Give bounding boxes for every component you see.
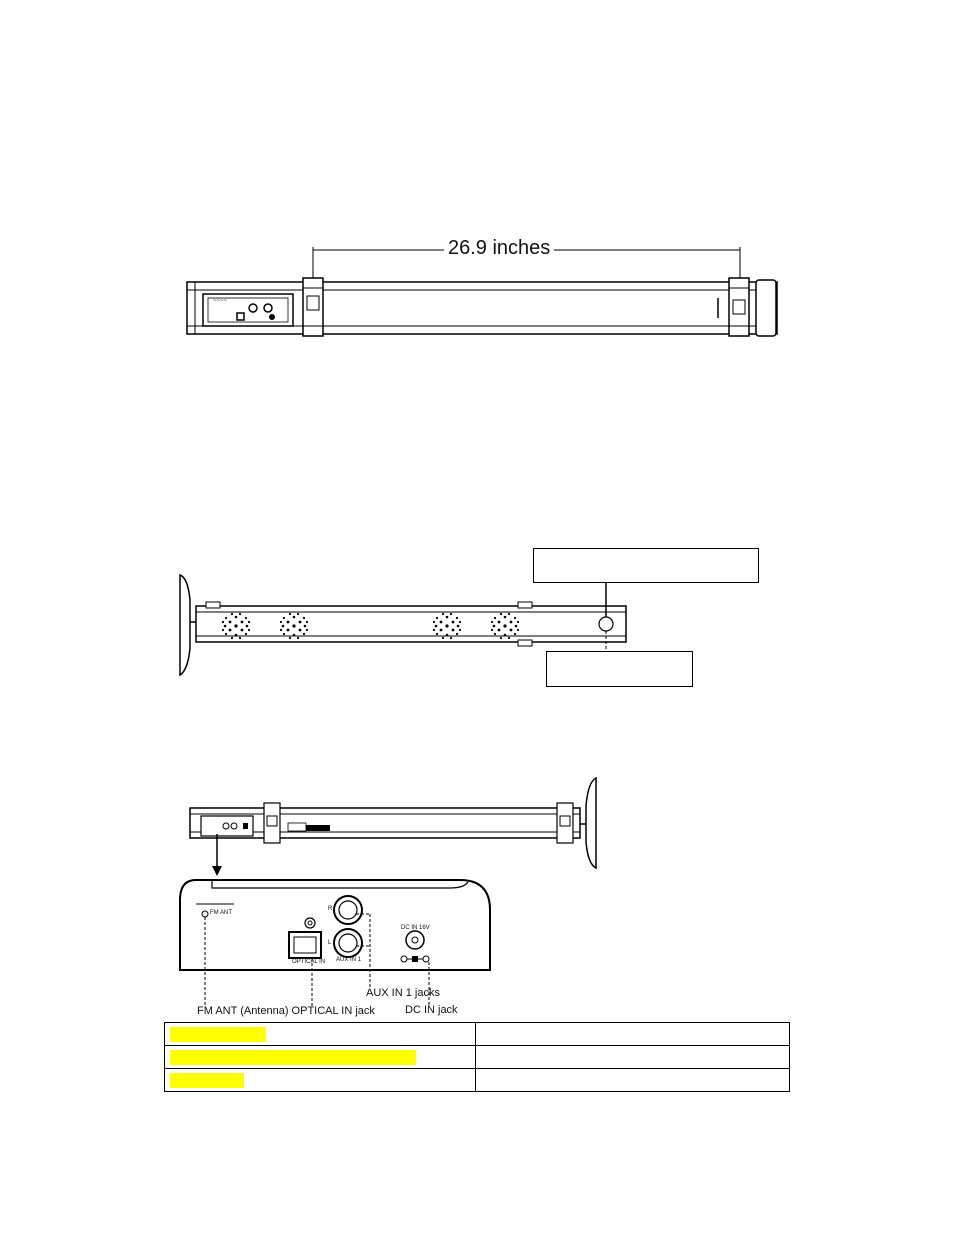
r-label: R (328, 906, 333, 912)
table-cell-left (165, 1023, 476, 1046)
table-row (165, 1069, 790, 1092)
dimension-label: 26.9 inches (444, 237, 554, 260)
dc-jack-caption: DC IN jack (405, 1004, 458, 1016)
fm-ant-label: FM ANT (210, 910, 232, 916)
table-cell-left (165, 1069, 476, 1092)
aux-jacks-caption: AUX IN 1 jacks (366, 987, 440, 999)
table-cell-right (476, 1023, 790, 1046)
highlighted-text (170, 1027, 266, 1042)
callout-box-lower (546, 651, 693, 687)
aux-in-1-label: AUX IN 1 (336, 957, 362, 963)
l-label: L (328, 940, 332, 946)
table-row (165, 1046, 790, 1069)
dc-in-label: DC IN 16V (401, 925, 430, 931)
table-row (165, 1023, 790, 1046)
highlighted-text (170, 1050, 416, 1065)
front-view-drawing (0, 560, 954, 700)
fm-optical-caption: FM ANT (Antenna) OPTICAL IN jack (197, 1005, 375, 1017)
top-view-drawing (0, 0, 954, 360)
panel-marking: ~~~~ (213, 298, 228, 304)
table-cell-right (476, 1046, 790, 1069)
optical-in-label: OPTICAL IN (292, 959, 326, 965)
table-cell-right (476, 1069, 790, 1092)
callout-box-upper (533, 548, 759, 583)
table-cell-left (165, 1046, 476, 1069)
rear-view-drawing (0, 770, 954, 1030)
spec-table (164, 1022, 790, 1092)
highlighted-text (170, 1073, 244, 1088)
